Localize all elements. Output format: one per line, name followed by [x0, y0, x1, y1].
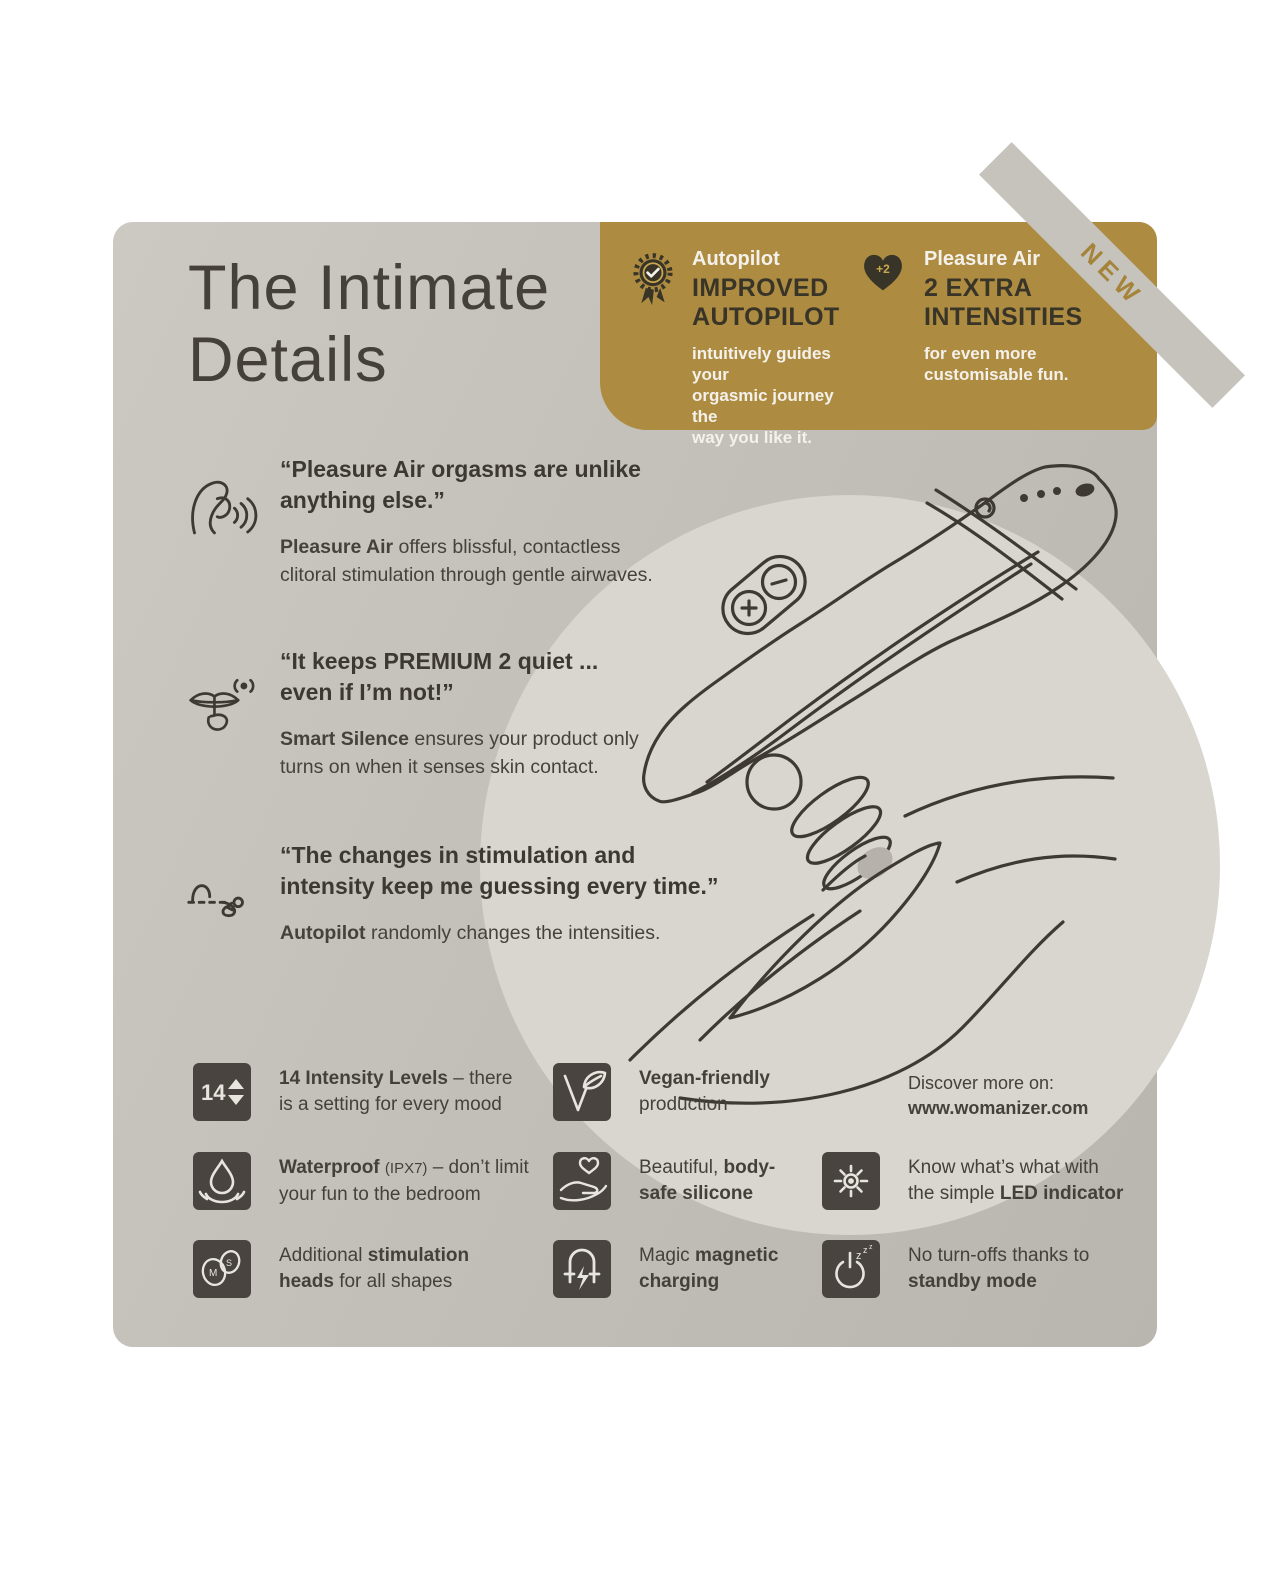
quote-block: [185, 454, 725, 589]
text-segment: Know what’s what with: [908, 1157, 1099, 1178]
feature-text: [908, 1063, 1088, 1120]
text-line: AUTOPILOT: [692, 303, 840, 331]
text-segment: Additional: [279, 1245, 368, 1266]
text-segment: Beautiful,: [639, 1157, 724, 1178]
text-line: 2 EXTRA: [924, 274, 1033, 302]
feature-item: [193, 1063, 512, 1121]
heart-extra-icon: [858, 248, 912, 385]
text-segment: Discover more on:: [908, 1073, 1055, 1093]
text-segment: your fun to the bedroom: [279, 1184, 481, 1205]
feature-text: [279, 1063, 512, 1121]
packaging-panel: [113, 222, 1157, 1347]
text-line: for even more: [924, 344, 1037, 363]
text-line: “It keeps PREMIUM 2 quiet ...: [280, 648, 599, 674]
text-line: even if I’m not!”: [280, 679, 454, 705]
text-line: way you like it.: [692, 428, 812, 447]
new-features-banner: [600, 222, 1157, 447]
text-segment: turns on when it senses skin contact.: [280, 756, 599, 778]
feature-text: [639, 1240, 778, 1298]
text-segment: is a setting for every mood: [279, 1094, 502, 1115]
feature-item: [193, 1152, 529, 1210]
smart-silence-icon: [185, 666, 261, 747]
quote-heading: [280, 646, 725, 708]
feature-text: [908, 1240, 1089, 1298]
text-line: INTENSITIES: [924, 303, 1083, 331]
banner-item-texts: [692, 248, 862, 448]
quote-block: [185, 840, 725, 947]
body-safe-icon: [553, 1152, 611, 1210]
banner-body: [924, 343, 1083, 385]
stimulation-heads-icon: [193, 1240, 251, 1298]
banner-kicker: Autopilot: [692, 248, 780, 270]
feature-item: [553, 1063, 770, 1121]
text-line: “The changes in stimulation and: [280, 842, 636, 868]
text-segment: www.womanizer.com: [908, 1097, 1089, 1118]
text-segment: 14 Intensity Levels: [279, 1068, 448, 1089]
text-segment: ensures your product only: [408, 728, 639, 750]
text-segment: Waterproof: [279, 1157, 380, 1178]
airwaves-icon: [185, 474, 261, 555]
text-line: Details: [188, 325, 388, 395]
quote-body: [280, 725, 725, 781]
svg-text:M: M: [209, 1268, 218, 1279]
text-line: “Pleasure Air orgasms are unlike: [280, 456, 641, 482]
text-segment: stimulation: [367, 1245, 470, 1266]
svg-text:14: 14: [201, 1080, 226, 1105]
banner-item: [626, 248, 862, 448]
banner-item-texts: [924, 248, 1083, 385]
feature-item: [822, 1152, 1123, 1210]
svg-text:z: z: [869, 1244, 873, 1251]
text-segment: Vegan-friendly: [639, 1068, 770, 1089]
banner-heading: [924, 274, 1083, 332]
feature-text: [279, 1240, 469, 1298]
autopilot-path-icon: [185, 860, 261, 925]
text-segment: the simple: [908, 1183, 1000, 1204]
banner-body: [692, 343, 862, 448]
page-title: [188, 252, 550, 396]
feature-item: [553, 1152, 775, 1210]
text-segment: production: [639, 1094, 728, 1115]
text-line: intuitively guides your: [692, 344, 831, 384]
quote-body: [280, 533, 725, 589]
vegan-leaf-icon: [553, 1063, 611, 1121]
text-segment: charging: [639, 1271, 720, 1292]
text-segment: – there: [447, 1068, 513, 1089]
text-segment: Pleasure Air: [280, 536, 394, 558]
feature-text: [279, 1152, 529, 1210]
feature-text: [639, 1063, 770, 1121]
quote-heading: [280, 840, 725, 902]
feature-item: [553, 1240, 778, 1298]
text-segment: Smart Silence: [280, 728, 409, 750]
svg-text:S: S: [226, 1258, 233, 1268]
quote-heading: [280, 454, 725, 516]
feature-text: [639, 1152, 775, 1210]
text-segment: heads: [279, 1271, 334, 1292]
text-segment: safe silicone: [639, 1183, 754, 1204]
quote-texts: [280, 454, 725, 589]
quote-texts: [280, 646, 725, 781]
text-line: intensity keep me guessing every time.”: [280, 873, 719, 899]
feature-item: [822, 1240, 1089, 1298]
waterproof-icon: [193, 1152, 251, 1210]
text-segment: clitoral stimulation through gentle airwaves.: [280, 564, 653, 586]
quote-block: [185, 646, 725, 781]
text-line: customisable fun.: [924, 365, 1069, 384]
text-segment: (IPX7): [384, 1160, 428, 1177]
text-segment: LED indicator: [999, 1183, 1124, 1204]
text-segment: body-: [723, 1157, 776, 1178]
banner-item: [858, 248, 1098, 385]
text-segment: randomly changes the intensities.: [365, 922, 661, 944]
text-line: IMPROVED: [692, 274, 829, 302]
text-segment: No turn-offs thanks to: [908, 1245, 1090, 1266]
svg-text:+2: +2: [876, 261, 890, 276]
intensity-levels-icon: [193, 1063, 251, 1121]
svg-text:z: z: [863, 1245, 868, 1255]
text-segment: for all shapes: [333, 1271, 453, 1292]
new-ribbon-label: NEW: [1075, 237, 1150, 312]
feature-text: [908, 1152, 1123, 1210]
text-segment: standby mode: [908, 1271, 1037, 1292]
quote-texts: [280, 840, 725, 947]
text-segment: Magic: [639, 1245, 695, 1266]
magnetic-charging-icon: [553, 1240, 611, 1298]
standby-mode-icon: [822, 1240, 880, 1298]
text-segment: – don’t limit: [427, 1157, 529, 1178]
led-indicator-icon: [822, 1152, 880, 1210]
award-badge-icon: [626, 248, 680, 448]
quote-body: [280, 919, 725, 947]
feature-item: [908, 1063, 1088, 1120]
text-segment: Autopilot: [280, 922, 366, 944]
feature-item: [193, 1240, 469, 1298]
text-segment: magnetic: [694, 1245, 779, 1266]
banner-kicker: Pleasure Air: [924, 248, 1040, 270]
text-line: anything else.”: [280, 487, 445, 513]
banner-heading: [692, 274, 862, 332]
text-segment: offers blissful, contactless: [393, 536, 621, 558]
svg-text:z: z: [856, 1250, 862, 1262]
text-line: orgasmic journey the: [692, 386, 834, 426]
text-line: The Intimate: [188, 253, 551, 323]
